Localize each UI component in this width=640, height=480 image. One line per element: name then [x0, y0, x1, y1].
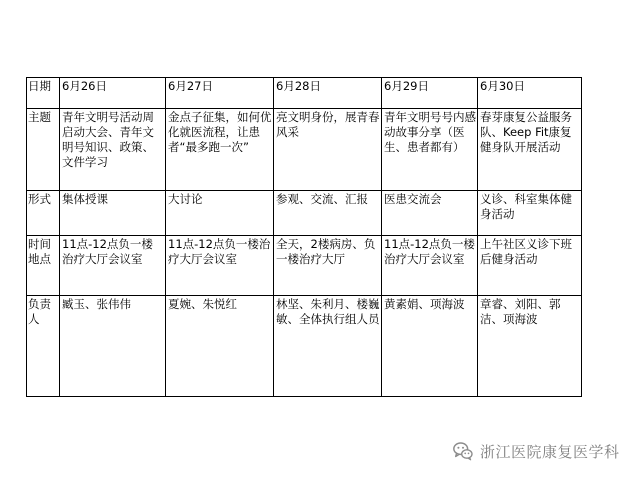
table-cell: 集体授课	[60, 191, 166, 236]
table-cell: 医患交流会	[382, 191, 478, 236]
table-cell: 11点-12点负一楼治疗大厅会议室	[60, 236, 166, 296]
row-header-date: 日期	[27, 78, 60, 109]
schedule-table	[26, 77, 582, 397]
table-cell: 6月28日	[274, 78, 382, 109]
table-cell: 上午社区义诊下班后健身活动	[478, 236, 582, 296]
table-row-theme	[27, 109, 582, 191]
watermark	[452, 440, 620, 462]
table-row-time-location	[27, 236, 582, 296]
table-cell: 6月30日	[478, 78, 582, 109]
table-row-person-in-charge	[27, 296, 582, 397]
table-cell: 6月27日	[166, 78, 274, 109]
wechat-icon	[452, 440, 474, 462]
table-row-date	[27, 78, 582, 109]
table-cell: 11点-12点负一楼治疗大厅会议室	[166, 236, 274, 296]
table-row-format	[27, 191, 582, 236]
table-cell: 夏婉、朱悦红	[166, 296, 274, 397]
table-cell: 黄素娟、项海波	[382, 296, 478, 397]
table-cell: 6月29日	[382, 78, 478, 109]
table-cell: 林坚、朱利月、楼巍敏、全体执行组人员	[274, 296, 382, 397]
table-cell: 大讨论	[166, 191, 274, 236]
table-cell: 全天，2楼病房、负一楼治疗大厅	[274, 236, 382, 296]
row-header-format: 形式	[27, 191, 60, 236]
table-cell: 亮文明身份，展青春风采	[274, 109, 382, 191]
row-header-theme: 主题	[27, 109, 60, 191]
table-cell: 章睿、刘阳、郭洁、项海波	[478, 296, 582, 397]
table-cell: 青年文明号活动周启动大会、青年文明号知识、政策、文件学习	[60, 109, 166, 191]
table-cell: 6月26日	[60, 78, 166, 109]
row-header-person-in-charge: 负责人	[27, 296, 60, 397]
table-cell: 青年文明号号内感动故事分享（医生、患者都有）	[382, 109, 478, 191]
watermark-text: 浙江医院康复医学科	[480, 442, 620, 461]
table-cell: 金点子征集，如何优化就医流程，让患者“最多跑一次”	[166, 109, 274, 191]
table-cell: 臧玉、张伟伟	[60, 296, 166, 397]
table-cell: 11点-12点负一楼治疗大厅会议室	[382, 236, 478, 296]
table-cell: 参观、交流、汇报	[274, 191, 382, 236]
row-header-time-location: 时间地点	[27, 236, 60, 296]
table-cell: 义诊、科室集体健身活动	[478, 191, 582, 236]
table-cell: 春芽康复公益服务队、Keep Fit康复健身队开展活动	[478, 109, 582, 191]
